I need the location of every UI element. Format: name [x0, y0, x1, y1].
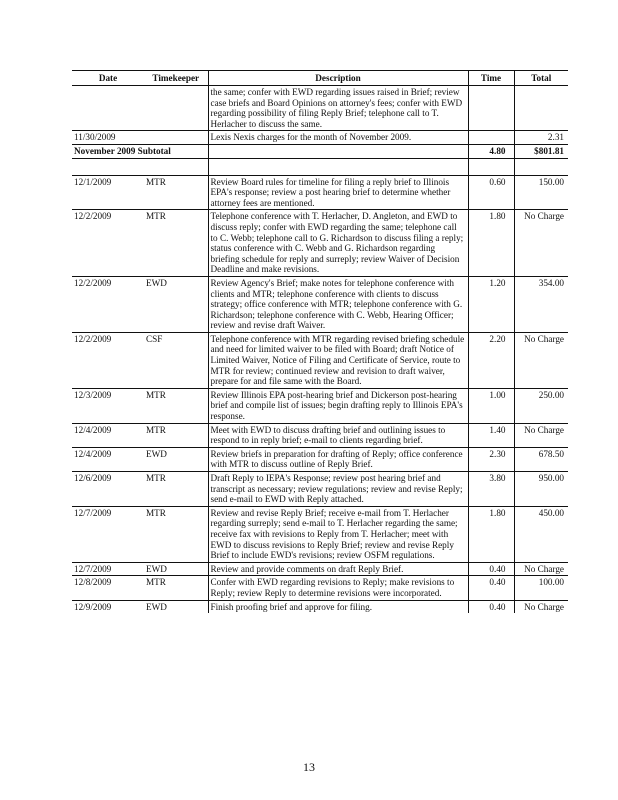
entry-total: No Charge	[514, 423, 568, 447]
subtotal-description	[208, 144, 468, 158]
table-row	[72, 210, 568, 277]
entry-total: 100.00	[514, 576, 568, 600]
entry-time: 0.60	[468, 175, 514, 210]
subtotal-row	[72, 144, 568, 158]
lexis-date: 11/30/2009	[72, 131, 144, 145]
entry-total: 250.00	[514, 388, 568, 423]
entry-timekeeper: EWD	[144, 276, 208, 332]
entry-timekeeper: EWD	[144, 562, 208, 576]
carryover-description: the same; confer with EWD regarding issues raised in Brief; review case briefs and Board Opinions on attorney's fees; confer with EWD regarding possibility of filing Reply Brief; telephone call to T. Herlacher to discuss the same.	[208, 86, 468, 131]
entry-description: Review and revise Reply Brief; receive e-mail from T. Herlacher regarding surreply; send e-mail to T. Herlacher regarding the same; receive fax with revisions to Reply from T. Herlacher; meet with EWD to discuss revisions to Reply Brief; review and revise Reply Brief to include EWD's revisions; review OSFM regulations.	[208, 506, 468, 562]
entry-description: Review and provide comments on draft Reply Brief.	[208, 562, 468, 576]
entry-total: No Charge	[514, 332, 568, 388]
entry-date: 12/6/2009	[72, 472, 144, 507]
entry-total: 450.00	[514, 506, 568, 562]
lexis-description: Lexis Nexis charges for the month of November 2009.	[208, 131, 468, 145]
entry-description: Review briefs in preparation for drafting of Reply; office conference with MTR to discuss outline of Reply Brief.	[208, 447, 468, 471]
table-row	[72, 276, 568, 332]
entry-time: 0.40	[468, 562, 514, 576]
header-time: Time	[468, 71, 514, 86]
entry-date: 12/2/2009	[72, 332, 144, 388]
header-description: Description	[208, 71, 468, 86]
entry-timekeeper: MTR	[144, 175, 208, 210]
subtotal-label: November 2009 Subtotal	[72, 144, 208, 158]
entry-total: 354.00	[514, 276, 568, 332]
entry-date: 12/9/2009	[72, 600, 144, 613]
entry-time: 2.20	[468, 332, 514, 388]
entry-time: 1.20	[468, 276, 514, 332]
entry-description: Meet with EWD to discuss drafting brief and outlining issues to respond to in reply brief; e-mail to clients regarding brief.	[208, 423, 468, 447]
subtotal-time: 4.80	[468, 144, 514, 158]
entry-date: 12/7/2009	[72, 506, 144, 562]
entry-description: Telephone conference with MTR regarding revised briefing schedule and need for limited waiver to be filed with Board; draft Notice of Limited Waiver, Notice of Filing and Certificate of Service, route to MTR for review; continued review and revision to draft waiver, prepare for and file same with the Board.	[208, 332, 468, 388]
entry-date: 12/4/2009	[72, 423, 144, 447]
entry-time: 1.40	[468, 423, 514, 447]
entry-timekeeper: MTR	[144, 506, 208, 562]
entry-total: No Charge	[514, 562, 568, 576]
entry-timekeeper: MTR	[144, 210, 208, 277]
spacer-row	[72, 158, 568, 175]
table-row	[72, 600, 568, 613]
entry-date: 12/2/2009	[72, 276, 144, 332]
entry-time: 2.30	[468, 447, 514, 471]
billing-sheet	[72, 70, 568, 613]
carryover-timekeeper	[144, 86, 208, 131]
lexis-time	[468, 131, 514, 145]
entry-timekeeper: EWD	[144, 447, 208, 471]
billing-table	[72, 70, 568, 613]
header-timekeeper: Timekeeper	[144, 71, 208, 86]
entry-time: 1.80	[468, 210, 514, 277]
entry-date: 12/1/2009	[72, 175, 144, 210]
lexis-timekeeper	[144, 131, 208, 145]
entry-time: 1.80	[468, 506, 514, 562]
entry-description: Review Agency's Brief; make notes for telephone conference with clients and MTR; telephone conference with clients to discuss strategy; office conference with MTR; telephone conference with G. Richardson; telephone conference with C. Webb, Hearing Officer; review and revise draft Waiver.	[208, 276, 468, 332]
entry-date: 12/8/2009	[72, 576, 144, 600]
entry-total: 150.00	[514, 175, 568, 210]
entry-timekeeper: MTR	[144, 576, 208, 600]
table-row	[72, 506, 568, 562]
entry-time: 0.40	[468, 576, 514, 600]
entry-date: 12/4/2009	[72, 447, 144, 471]
table-row	[72, 562, 568, 576]
entry-time: 1.00	[468, 388, 514, 423]
entry-timekeeper: MTR	[144, 472, 208, 507]
entry-timekeeper: CSF	[144, 332, 208, 388]
entry-timekeeper: MTR	[144, 423, 208, 447]
header-total: Total	[514, 71, 568, 86]
entry-description: Finish proofing brief and approve for filing.	[208, 600, 468, 613]
carryover-row	[72, 86, 568, 131]
entry-description: Confer with EWD regarding revisions to Reply; make revisions to Reply; review Reply to determine revisions were incorporated.	[208, 576, 468, 600]
carryover-date	[72, 86, 144, 131]
table-row	[72, 423, 568, 447]
entry-description: Draft Reply to IEPA's Response; review post hearing brief and transcript as necessary; review regulations; review and revise Reply; send e-mail to EWD with Reply attached.	[208, 472, 468, 507]
table-row	[72, 388, 568, 423]
entry-time: 3.80	[468, 472, 514, 507]
carryover-time	[468, 86, 514, 131]
table-row	[72, 472, 568, 507]
entry-total: 950.00	[514, 472, 568, 507]
entry-total: No Charge	[514, 210, 568, 277]
entry-time: 0.40	[468, 600, 514, 613]
lexis-row	[72, 131, 568, 145]
entry-date: 12/7/2009	[72, 562, 144, 576]
entry-description: Telephone conference with T. Herlacher, D. Angleton, and EWD to discuss reply; confer with EWD regarding the same; telephone call to C. Webb; telephone call to G. Richardson to discuss filing a reply; status conference with C. Webb and G. Richardson regarding briefing schedule for reply and surreply; review Waiver of Decision Deadline and make revisions.	[208, 210, 468, 277]
table-row	[72, 332, 568, 388]
entry-total: 678.50	[514, 447, 568, 471]
entry-total: No Charge	[514, 600, 568, 613]
lexis-total: 2.31	[514, 131, 568, 145]
page-number: 13	[303, 760, 315, 774]
entry-description: Review Illinois EPA post-hearing brief and Dickerson post-hearing brief and compile list of issues; begin drafting reply to Illinois EPA's response.	[208, 388, 468, 423]
carryover-total	[514, 86, 568, 131]
entry-date: 12/3/2009	[72, 388, 144, 423]
table-row	[72, 576, 568, 600]
entry-timekeeper: MTR	[144, 388, 208, 423]
header-row	[72, 71, 568, 86]
table-row	[72, 447, 568, 471]
entry-date: 12/2/2009	[72, 210, 144, 277]
subtotal-total: $801.81	[514, 144, 568, 158]
header-date: Date	[72, 71, 144, 86]
entry-timekeeper: EWD	[144, 600, 208, 613]
entry-description: Review Board rules for timeline for filing a reply brief to Illinois EPA's response; review a post hearing brief to determine whether attorney fees are mentioned.	[208, 175, 468, 210]
table-row	[72, 175, 568, 210]
